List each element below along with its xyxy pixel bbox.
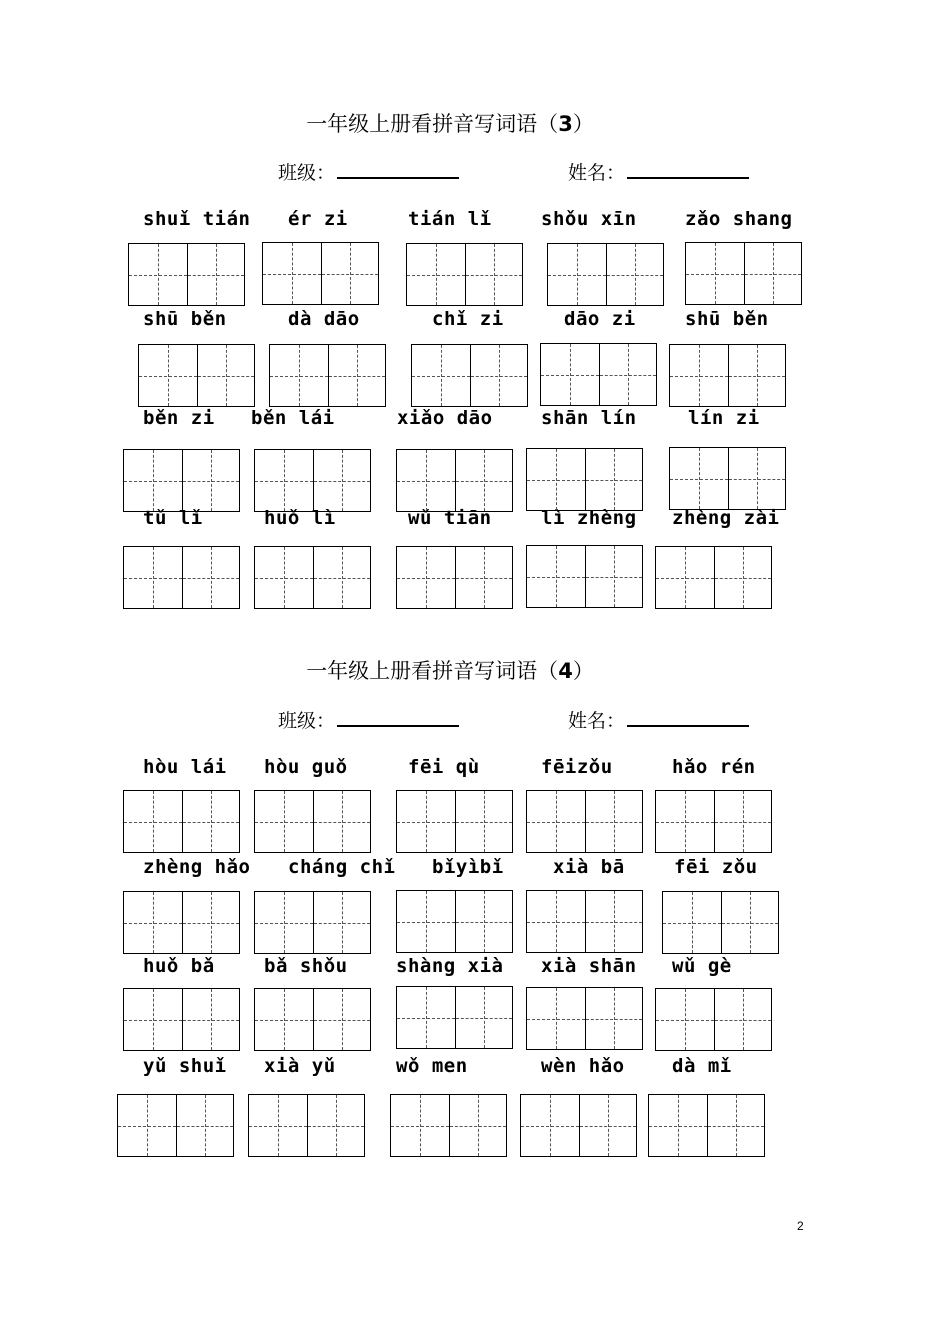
guide-line xyxy=(450,1126,507,1127)
guide-line xyxy=(129,275,187,276)
grid-cell[interactable] xyxy=(521,1095,579,1156)
pinyin-label: cháng chǐ xyxy=(288,856,396,878)
pinyin-label: chǐ zi xyxy=(432,308,504,330)
guide-line xyxy=(456,578,513,579)
guide-line xyxy=(314,481,371,482)
grid-cell[interactable] xyxy=(313,892,371,953)
grid-cell[interactable] xyxy=(397,450,455,511)
pinyin-label: zhèng zài xyxy=(672,507,780,529)
grid-cell[interactable] xyxy=(313,791,371,852)
pinyin-label: fēi zǒu xyxy=(674,856,758,878)
grid-cell[interactable] xyxy=(182,989,240,1050)
grid-cell[interactable] xyxy=(649,1095,707,1156)
writing-grid[interactable] xyxy=(262,242,379,305)
writing-grid[interactable] xyxy=(390,1094,507,1157)
guide-line xyxy=(183,923,240,924)
writing-grid[interactable] xyxy=(254,449,371,512)
writing-grid[interactable] xyxy=(547,243,664,306)
grid-cell[interactable] xyxy=(455,891,513,952)
pinyin-label: fēi qù xyxy=(408,756,480,778)
guide-line xyxy=(527,577,585,578)
grid-cell[interactable] xyxy=(585,546,643,607)
guide-line xyxy=(708,1126,765,1127)
grid-cell[interactable] xyxy=(313,989,371,1050)
guide-line xyxy=(124,1020,182,1021)
grid-cell[interactable] xyxy=(187,244,245,305)
pinyin-label: fēizǒu xyxy=(541,756,613,778)
name-field[interactable]: 姓名： xyxy=(568,706,749,733)
writing-grid[interactable] xyxy=(526,790,643,853)
pinyin-label: shān lín xyxy=(541,407,637,429)
writing-grid[interactable] xyxy=(117,1094,234,1157)
guide-line xyxy=(686,274,744,275)
guide-line xyxy=(118,1126,176,1127)
grid-cell[interactable] xyxy=(124,892,182,953)
pinyin-label: shǒu xīn xyxy=(541,208,637,230)
guide-line xyxy=(456,481,513,482)
grid-cell[interactable] xyxy=(527,791,585,852)
guide-line xyxy=(407,275,465,276)
writing-grid[interactable] xyxy=(655,546,772,609)
grid-cell[interactable] xyxy=(707,1095,765,1156)
grid-cell[interactable] xyxy=(397,987,455,1048)
guide-line xyxy=(255,822,313,823)
guide-line xyxy=(177,1126,234,1127)
pinyin-label: hòu guǒ xyxy=(264,756,348,778)
grid-cell[interactable] xyxy=(656,989,714,1050)
writing-grid[interactable] xyxy=(396,546,513,609)
grid-cell[interactable] xyxy=(313,450,371,511)
guide-line xyxy=(586,480,643,481)
grid-cell[interactable] xyxy=(124,547,182,608)
grid-cell[interactable] xyxy=(656,547,714,608)
guide-line xyxy=(466,275,523,276)
pinyin-label: lì zhèng xyxy=(541,507,637,529)
grid-cell[interactable] xyxy=(470,345,528,406)
pinyin-label: dāo zi xyxy=(564,308,636,330)
guide-line xyxy=(586,1019,643,1020)
pinyin-label: běn zi xyxy=(143,407,215,429)
guide-line xyxy=(527,822,585,823)
grid-cell[interactable] xyxy=(321,243,379,304)
pinyin-label: wǔ tiān xyxy=(408,507,492,529)
writing-grid[interactable] xyxy=(396,890,513,953)
grid-cell[interactable] xyxy=(579,1095,637,1156)
grid-cell[interactable] xyxy=(139,345,197,406)
grid-cell[interactable] xyxy=(182,547,240,608)
grid-cell[interactable] xyxy=(397,547,455,608)
grid-cell[interactable] xyxy=(744,243,802,304)
guide-line xyxy=(270,376,328,377)
grid-cell[interactable] xyxy=(606,244,664,305)
guide-line xyxy=(607,275,664,276)
grid-cell[interactable] xyxy=(465,244,523,305)
grid-cell[interactable] xyxy=(728,448,786,509)
guide-line xyxy=(456,922,513,923)
pinyin-label: bǎ shǒu xyxy=(264,955,348,977)
writing-grid[interactable] xyxy=(648,1094,765,1157)
pinyin-label: xiǎo dāo xyxy=(397,407,493,429)
writing-grid[interactable] xyxy=(248,1094,365,1157)
grid-cell[interactable] xyxy=(670,448,728,509)
guide-line xyxy=(548,275,606,276)
writing-grid[interactable] xyxy=(254,891,371,954)
grid-cell[interactable] xyxy=(455,987,513,1048)
writing-grid[interactable] xyxy=(123,546,240,609)
guide-line xyxy=(255,923,313,924)
grid-cell[interactable] xyxy=(176,1095,234,1156)
grid-cell[interactable] xyxy=(182,791,240,852)
writing-grid[interactable] xyxy=(396,790,513,853)
guide-line xyxy=(729,376,786,377)
guide-line xyxy=(722,923,779,924)
guide-line xyxy=(255,481,313,482)
guide-line xyxy=(188,275,245,276)
guide-line xyxy=(527,480,585,481)
pinyin-label: zhèng hǎo xyxy=(143,856,251,878)
guide-line xyxy=(308,1126,365,1127)
pinyin-label: shū běn xyxy=(143,308,227,330)
guide-line xyxy=(322,274,379,275)
grid-cell[interactable] xyxy=(397,891,455,952)
grid-cell[interactable] xyxy=(686,243,744,304)
grid-cell[interactable] xyxy=(397,791,455,852)
guide-line xyxy=(314,822,371,823)
grid-cell[interactable] xyxy=(249,1095,307,1156)
guide-line xyxy=(124,923,182,924)
grid-cell[interactable] xyxy=(548,244,606,305)
worksheet-title-3: 一年级上册看拼音写词语（3） xyxy=(306,112,594,136)
grid-cell[interactable] xyxy=(527,891,585,952)
grid-cell[interactable] xyxy=(585,891,643,952)
guide-line xyxy=(670,376,728,377)
grid-cell[interactable] xyxy=(527,988,585,1049)
guide-line xyxy=(456,1018,513,1019)
guide-line xyxy=(471,376,528,377)
pinyin-label: xià shān xyxy=(541,955,637,977)
guide-line xyxy=(397,922,455,923)
guide-line xyxy=(124,481,182,482)
guide-line xyxy=(663,923,721,924)
guide-line xyxy=(586,822,643,823)
guide-line xyxy=(329,376,386,377)
writing-grid[interactable] xyxy=(526,890,643,953)
class-blank-line[interactable] xyxy=(337,707,459,727)
pinyin-label: xià yǔ xyxy=(264,1055,336,1077)
writing-grid[interactable] xyxy=(396,449,513,512)
name-blank-line[interactable] xyxy=(627,707,749,727)
pinyin-label: wǒ men xyxy=(396,1055,468,1077)
grid-cell[interactable] xyxy=(307,1095,365,1156)
pinyin-label: yǔ shuǐ xyxy=(143,1055,227,1077)
guide-line xyxy=(656,578,714,579)
grid-cell[interactable] xyxy=(721,892,779,953)
writing-grid[interactable] xyxy=(406,243,523,306)
guide-line xyxy=(580,1126,637,1127)
class-field[interactable]: 班级： xyxy=(278,158,459,185)
guide-line xyxy=(670,479,728,480)
writing-grid[interactable] xyxy=(254,546,371,609)
pinyin-label: shuǐ tián xyxy=(143,208,251,230)
grid-cell[interactable] xyxy=(255,989,313,1050)
pinyin-label: dà dāo xyxy=(288,308,360,330)
grid-cell[interactable] xyxy=(527,449,585,510)
grid-cell[interactable] xyxy=(270,345,328,406)
pinyin-label: zǎo shang xyxy=(685,208,793,230)
guide-line xyxy=(255,1020,313,1021)
grid-cell[interactable] xyxy=(455,791,513,852)
guide-line xyxy=(124,578,182,579)
guide-line xyxy=(397,578,455,579)
grid-cell[interactable] xyxy=(182,450,240,511)
writing-grid[interactable] xyxy=(254,790,371,853)
guide-line xyxy=(183,1020,240,1021)
guide-line xyxy=(456,822,513,823)
guide-line xyxy=(527,1019,585,1020)
guide-line xyxy=(314,578,371,579)
grid-cell[interactable] xyxy=(670,345,728,406)
grid-cell[interactable] xyxy=(391,1095,449,1156)
writing-grid[interactable] xyxy=(254,988,371,1051)
writing-grid[interactable] xyxy=(128,243,245,306)
writing-grid[interactable] xyxy=(669,344,786,407)
grid-cell[interactable] xyxy=(255,791,313,852)
writing-grid[interactable] xyxy=(123,988,240,1051)
grid-cell[interactable] xyxy=(455,450,513,511)
writing-grid[interactable] xyxy=(655,988,772,1051)
pinyin-label: lín zi xyxy=(688,407,760,429)
writing-grid[interactable] xyxy=(526,987,643,1050)
worksheet-title-4: 一年级上册看拼音写词语（4） xyxy=(306,659,594,683)
guide-line xyxy=(139,376,197,377)
grid-cell[interactable] xyxy=(714,791,772,852)
pinyin-label: bǐyìbǐ xyxy=(432,856,504,878)
grid-cell[interactable] xyxy=(124,989,182,1050)
pinyin-label: ér zi xyxy=(288,208,348,230)
writing-grid[interactable] xyxy=(669,447,786,510)
grid-cell[interactable] xyxy=(255,892,313,953)
guide-line xyxy=(397,822,455,823)
guide-line xyxy=(183,578,240,579)
guide-line xyxy=(600,375,657,376)
writing-grid[interactable] xyxy=(269,344,386,407)
grid-cell[interactable] xyxy=(313,547,371,608)
grid-cell[interactable] xyxy=(714,547,772,608)
class-blank-line[interactable] xyxy=(337,159,459,179)
grid-cell[interactable] xyxy=(263,243,321,304)
guide-line xyxy=(397,481,455,482)
writing-grid[interactable] xyxy=(685,242,802,305)
guide-line xyxy=(715,822,772,823)
pinyin-label: huǒ lì xyxy=(264,507,336,529)
guide-line xyxy=(255,578,313,579)
pinyin-label: běn lái xyxy=(251,407,335,429)
writing-grid[interactable] xyxy=(655,790,772,853)
writing-grid[interactable] xyxy=(123,449,240,512)
grid-cell[interactable] xyxy=(663,892,721,953)
guide-line xyxy=(527,922,585,923)
grid-cell[interactable] xyxy=(585,449,643,510)
writing-grid[interactable] xyxy=(396,986,513,1049)
guide-line xyxy=(314,923,371,924)
pinyin-label: tǔ lǐ xyxy=(143,507,203,529)
grid-cell[interactable] xyxy=(129,244,187,305)
guide-line xyxy=(263,274,321,275)
grid-cell[interactable] xyxy=(656,791,714,852)
guide-line xyxy=(183,481,240,482)
guide-line xyxy=(715,1020,772,1021)
grid-cell[interactable] xyxy=(728,345,786,406)
grid-cell[interactable] xyxy=(412,345,470,406)
guide-line xyxy=(521,1126,579,1127)
name-blank-line[interactable] xyxy=(627,159,749,179)
grid-cell[interactable] xyxy=(541,344,599,405)
guide-line xyxy=(391,1126,449,1127)
pinyin-label: hǎo rén xyxy=(672,756,756,778)
guide-line xyxy=(249,1126,307,1127)
pinyin-label: hòu lái xyxy=(143,756,227,778)
guide-line xyxy=(541,375,599,376)
grid-cell[interactable] xyxy=(328,345,386,406)
writing-grid[interactable] xyxy=(138,344,255,407)
grid-cell[interactable] xyxy=(118,1095,176,1156)
grid-cell[interactable] xyxy=(407,244,465,305)
writing-grid[interactable] xyxy=(411,344,528,407)
guide-line xyxy=(397,1018,455,1019)
guide-line xyxy=(649,1126,707,1127)
grid-cell[interactable] xyxy=(197,345,255,406)
grid-cell[interactable] xyxy=(124,450,182,511)
grid-cell[interactable] xyxy=(449,1095,507,1156)
grid-cell[interactable] xyxy=(182,892,240,953)
pinyin-label: tián lǐ xyxy=(408,208,492,230)
grid-cell[interactable] xyxy=(585,791,643,852)
guide-line xyxy=(715,578,772,579)
pinyin-label: xià bā xyxy=(553,856,625,878)
guide-line xyxy=(745,274,802,275)
guide-line xyxy=(314,1020,371,1021)
pinyin-label: wèn hǎo xyxy=(541,1055,625,1077)
writing-grid[interactable] xyxy=(662,891,779,954)
writing-grid[interactable] xyxy=(526,448,643,511)
guide-line xyxy=(124,822,182,823)
guide-line xyxy=(586,577,643,578)
guide-line xyxy=(586,922,643,923)
guide-line xyxy=(656,1020,714,1021)
grid-cell[interactable] xyxy=(124,791,182,852)
guide-line xyxy=(729,479,786,480)
pinyin-label: huǒ bǎ xyxy=(143,955,215,977)
guide-line xyxy=(198,376,255,377)
grid-cell[interactable] xyxy=(714,989,772,1050)
grid-cell[interactable] xyxy=(585,988,643,1049)
writing-grid[interactable] xyxy=(526,545,643,608)
page-number: 2 xyxy=(797,1219,804,1233)
pinyin-label: shū běn xyxy=(685,308,769,330)
class-field[interactable]: 班级： xyxy=(278,706,459,733)
grid-cell[interactable] xyxy=(255,450,313,511)
grid-cell[interactable] xyxy=(255,547,313,608)
guide-line xyxy=(183,822,240,823)
guide-line xyxy=(656,822,714,823)
grid-cell[interactable] xyxy=(599,344,657,405)
writing-grid[interactable] xyxy=(540,343,657,406)
pinyin-label: shàng xià xyxy=(396,955,504,977)
name-field[interactable]: 姓名： xyxy=(568,158,749,185)
pinyin-label: wǔ gè xyxy=(672,955,732,977)
grid-cell[interactable] xyxy=(527,546,585,607)
grid-cell[interactable] xyxy=(455,547,513,608)
writing-grid[interactable] xyxy=(123,891,240,954)
pinyin-label: dà mǐ xyxy=(672,1055,732,1077)
writing-grid[interactable] xyxy=(520,1094,637,1157)
writing-grid[interactable] xyxy=(123,790,240,853)
guide-line xyxy=(412,376,470,377)
